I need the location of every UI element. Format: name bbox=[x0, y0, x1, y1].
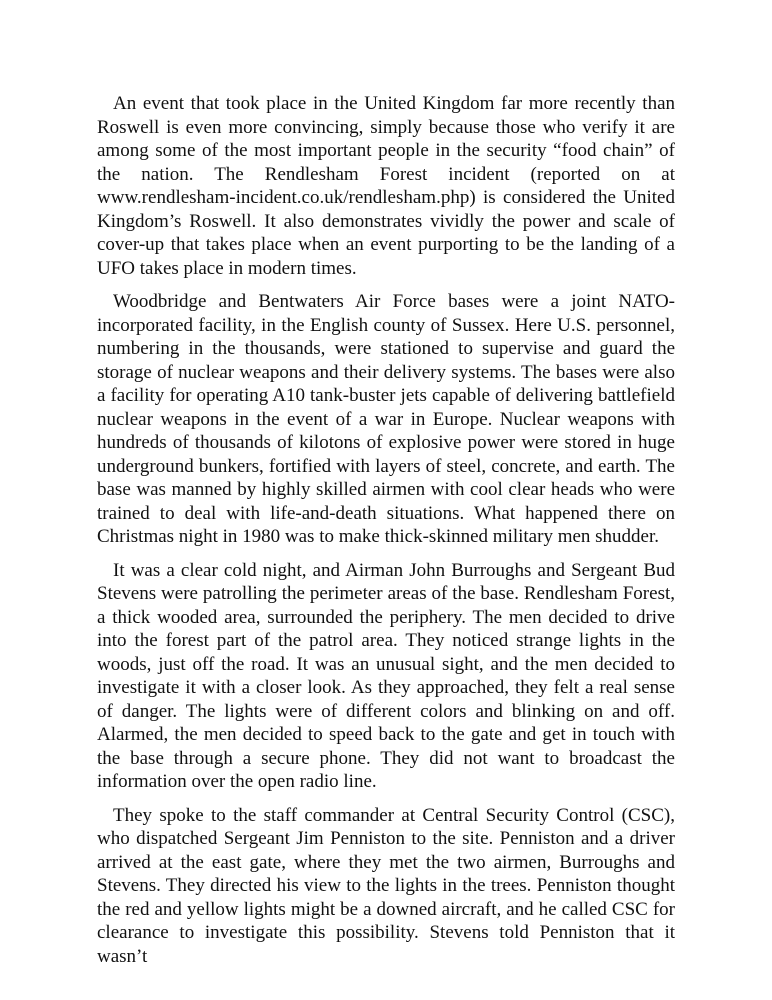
page-body bbox=[97, 92, 675, 978]
paragraph-1: An event that took place in the United Kingdom far more recently than Roswell is even more convincing, simply because those who verify it are among some of the most important people in the security “food chain” of the nation. The Rendlesham Forest incident (reported on at www.rendlesham-incident.co.uk/rendlesham.php) is considered the United Kingdom’s Roswell. It also demonstrates vividly the power and scale of cover-up that takes place when an event purporting to be the landing of a UFO takes place in modern times. bbox=[97, 93, 675, 279]
paragraph-4: They spoke to the staff commander at Central Security Control (CSC), who dispatched Sergeant Jim Penniston to the site. Penniston and a driver arrived at the east gate, where they met the two airmen, Burroughs and Stevens. They directed his view to the lights in the trees. Penniston thought the red and yellow lights might be a downed aircraft, and he called CSC for clearance to investigate this possibility. Stevens told Penniston that it wasn’t bbox=[97, 804, 675, 967]
paragraph-2: Woodbridge and Bentwaters Air Force bases were a joint NATO-incorporated facility, in the English county of Sussex. Here U.S. personnel, numbering in the thousands, were stationed to supervise and guard the storage of nuclear weapons and their delivery systems. The bases were also a facility for operating A10 tank-buster jets capable of delivering battlefield nuclear weapons in the event of a war in Europe. Nuclear weapons with hundreds of thousands of kilotons of explosive power were stored in huge underground bunkers, fortified with layers of steel, concrete, and earth. The base was manned by highly skilled airmen with cool clear heads who were trained to deal with life-and-death situations. What happened there on Christmas night in 1980 was to make thick-skinned military men shudder. bbox=[97, 291, 675, 547]
paragraph-3: It was a clear cold night, and Airman John Burroughs and Sergeant Bud Stevens were patrolling the perimeter areas of the base. Rendlesham Forest, a thick wooded area, surrounded the periphery. The men decided to drive into the forest part of the patrol area. They noticed strange lights in the woods, just off the road. It was an unusual sight, and the men decided to investigate it with a closer look. As they approached, they felt a real sense of danger. The lights were of different colors and blinking on and off. Alarmed, the men decided to speed back to the gate and get in touch with the base through a secure phone. They did not want to broadcast the information over the open radio line. bbox=[97, 559, 675, 792]
